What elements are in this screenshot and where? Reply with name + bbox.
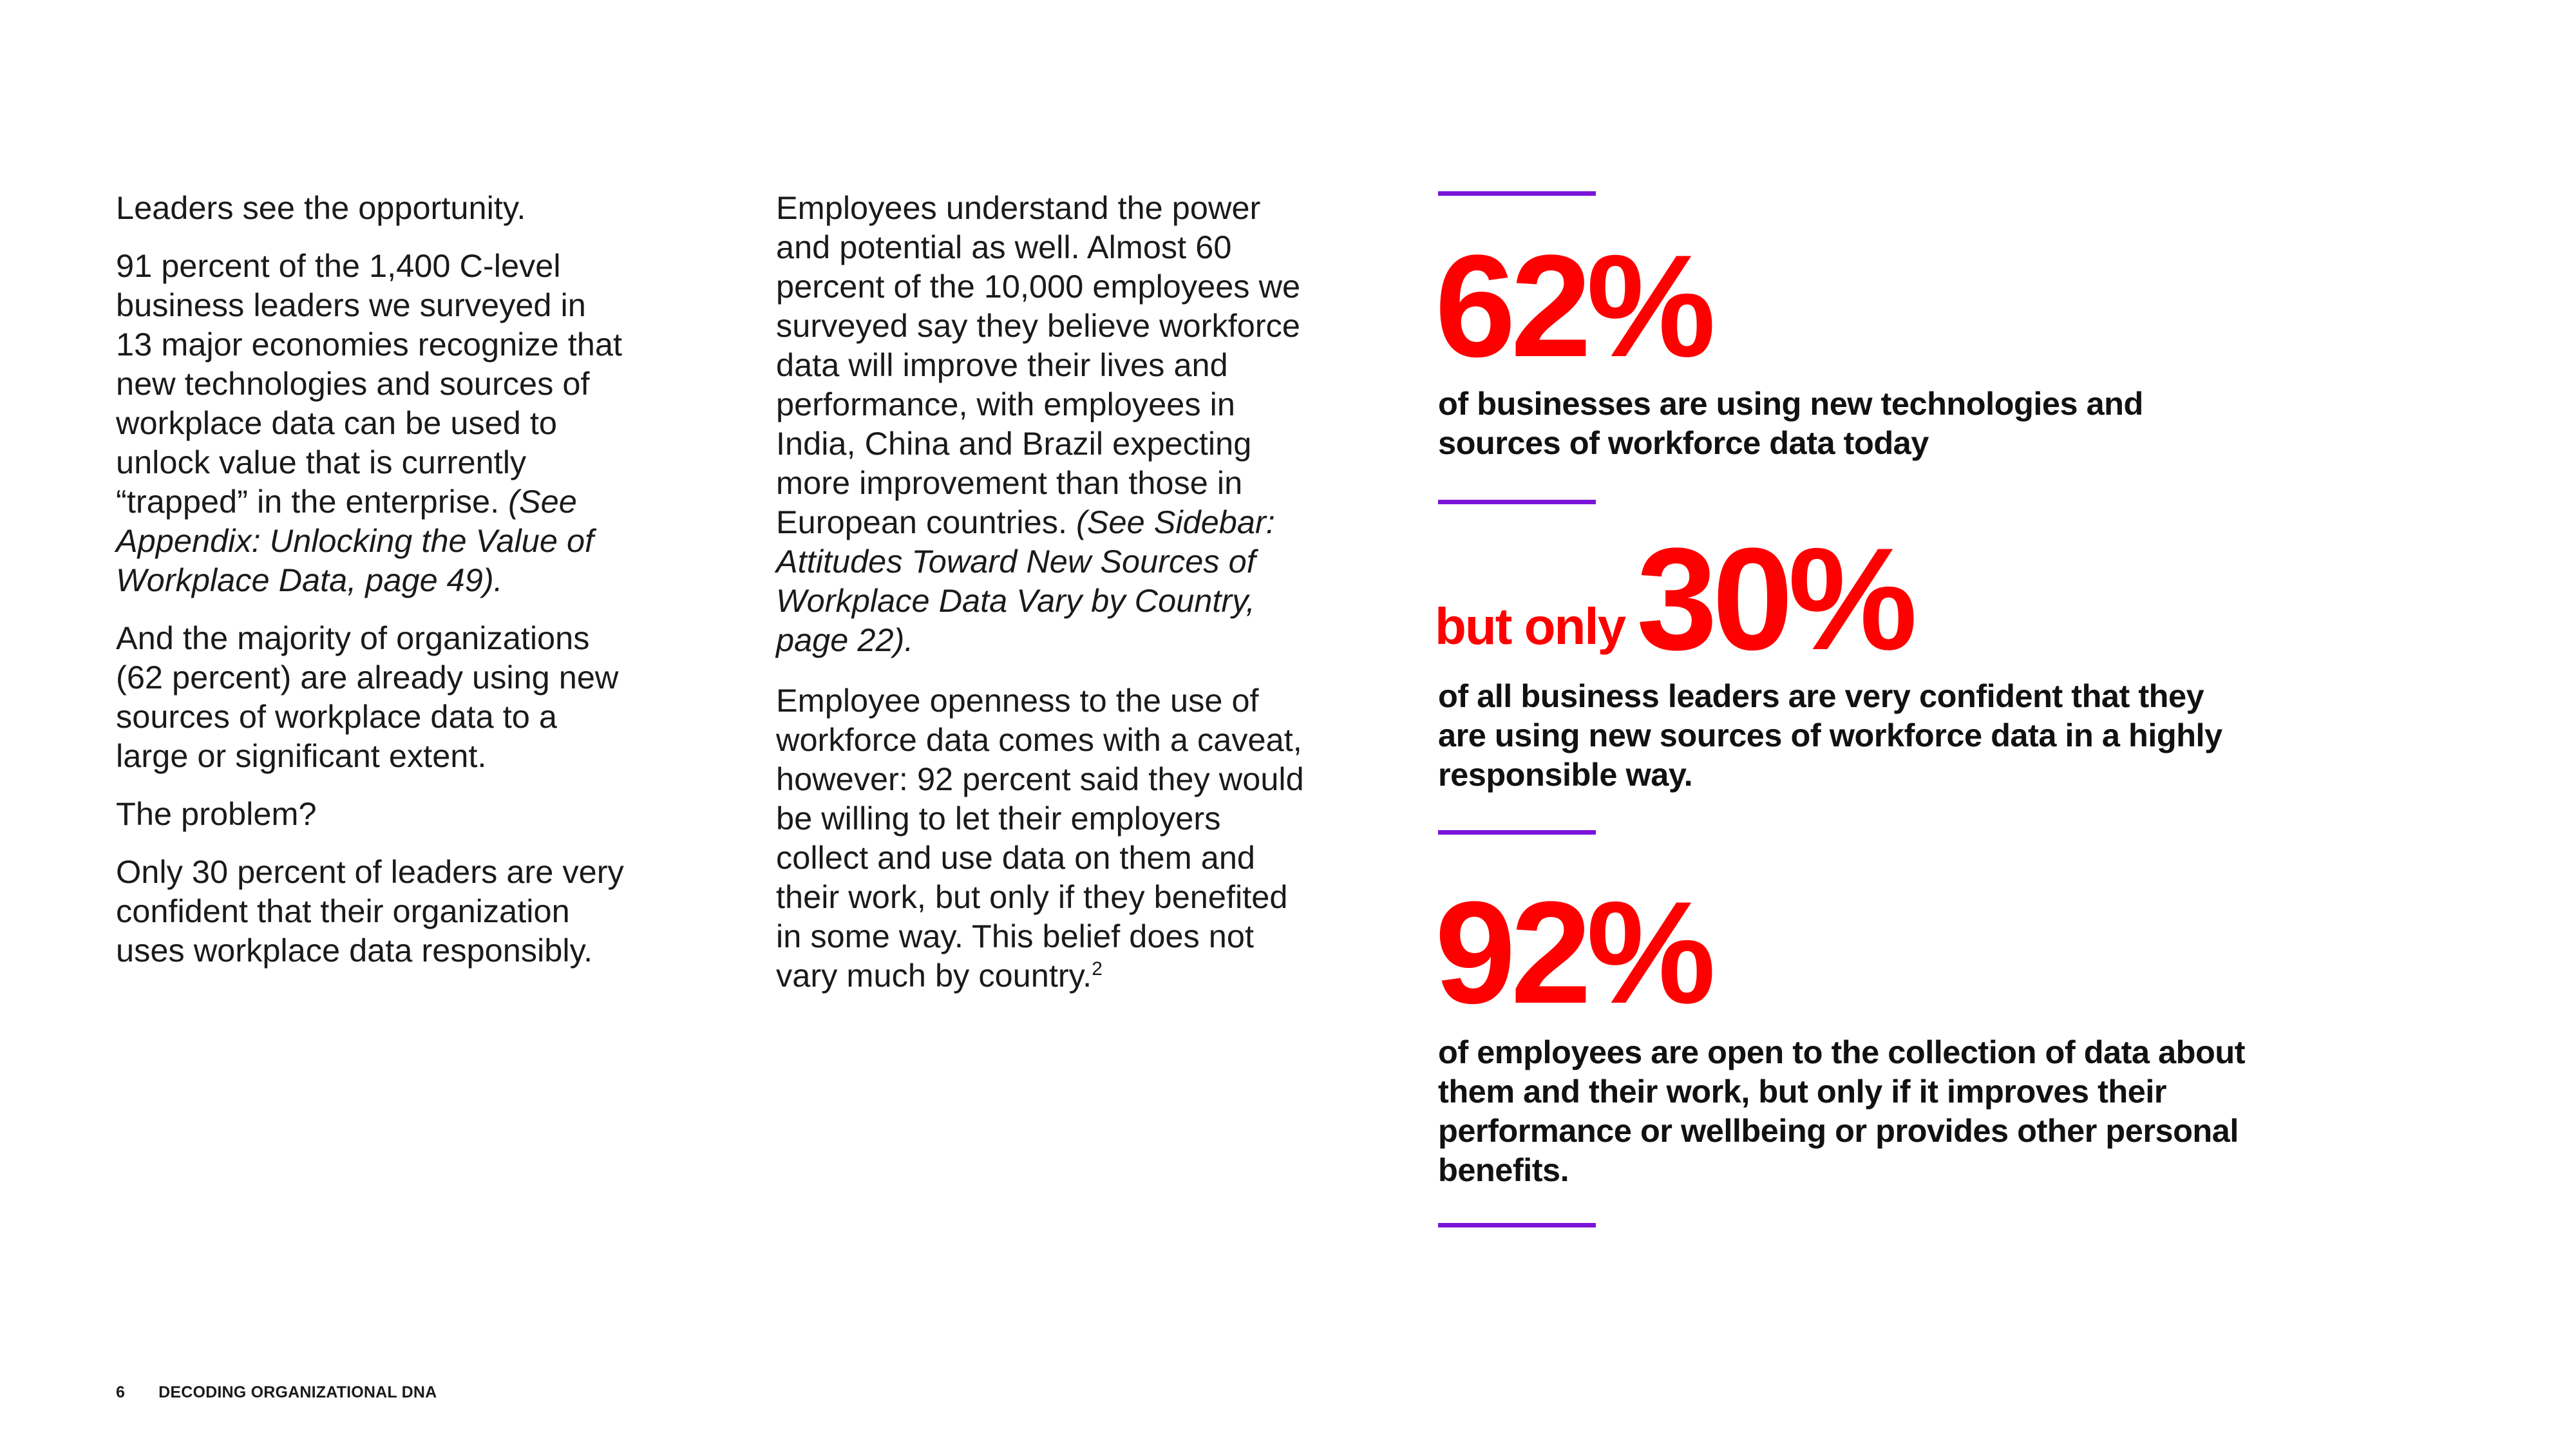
- divider-rule: [1438, 1223, 1596, 1227]
- stat-value-30: [1435, 517, 1913, 680]
- paragraph-majority-organizations: And the majority of organizations (62 percent) are already using new sources of workplace data to a large or significant extent.: [116, 620, 619, 774]
- paragraph-text: 91 percent of the 1,400 C-level business leaders we surveyed in 13 major economies recognize that new technologies and sources of workplace data can be used to unlock value that is currently “trapped” in the enterprise.: [116, 247, 622, 520]
- stat-value: 30%: [1636, 517, 1913, 680]
- footnote-marker: 2: [1092, 958, 1103, 980]
- sidebar-reference: (See Sidebar: Attitudes Toward New Sources of Workplace Data Vary by Country, page 22).: [776, 504, 1275, 658]
- stat-description-92: of employees are open to the collection of data about them and their work, but only if it improves their performance or wellbeing or provides other personal benefits.: [1438, 1034, 2246, 1188]
- paragraph-c-level-leaders: [116, 246, 631, 600]
- divider-rule: [1438, 191, 1596, 196]
- page-number: 6: [116, 1383, 126, 1401]
- paragraph-employee-openness: [776, 681, 1304, 995]
- stat-description-62: of businesses are using new technologies and sources of workforce data today: [1438, 385, 2143, 461]
- stat-value-62: 62%: [1435, 224, 1711, 387]
- appendix-reference: (See Appendix: Unlocking the Value of Workplace Data, page 49).: [116, 483, 594, 598]
- stat-prefix: but only: [1435, 598, 1625, 655]
- left-text-column: [116, 188, 631, 989]
- paragraph-confidence: Only 30 percent of leaders are very confident that their organization uses workplace data responsibly.: [116, 853, 624, 969]
- middle-text-column: [776, 188, 1304, 1016]
- paragraph-problem: The problem?: [116, 795, 317, 832]
- divider-rule: [1438, 830, 1596, 835]
- paragraph-employees-understand: [776, 188, 1304, 659]
- paragraph-text: Employee openness to the use of workforce data comes with a caveat, however: 92 percent said they would be willing to let their employers collect and use data on them and their work, but only if they benefited in some way. This belief does not vary much by country.: [776, 682, 1304, 994]
- stat-description-30: of all business leaders are very confident that they are using new sources of workforce data in a highly responsible way.: [1438, 677, 2222, 793]
- paragraph-text: Employees understand the power and potential as well. Almost 60 percent of the 10,000 employees we surveyed say they believe workforce data will improve their lives and performance, with employees in India, China and Brazil expecting more improvement than those in European countries.: [776, 189, 1301, 540]
- stat-value-92: 92%: [1435, 871, 1711, 1034]
- divider-rule: [1438, 500, 1596, 504]
- paragraph-opportunity: Leaders see the opportunity.: [116, 189, 526, 226]
- report-title: DECODING ORGANIZATIONAL DNA: [158, 1383, 437, 1401]
- page-footer: [116, 1383, 437, 1402]
